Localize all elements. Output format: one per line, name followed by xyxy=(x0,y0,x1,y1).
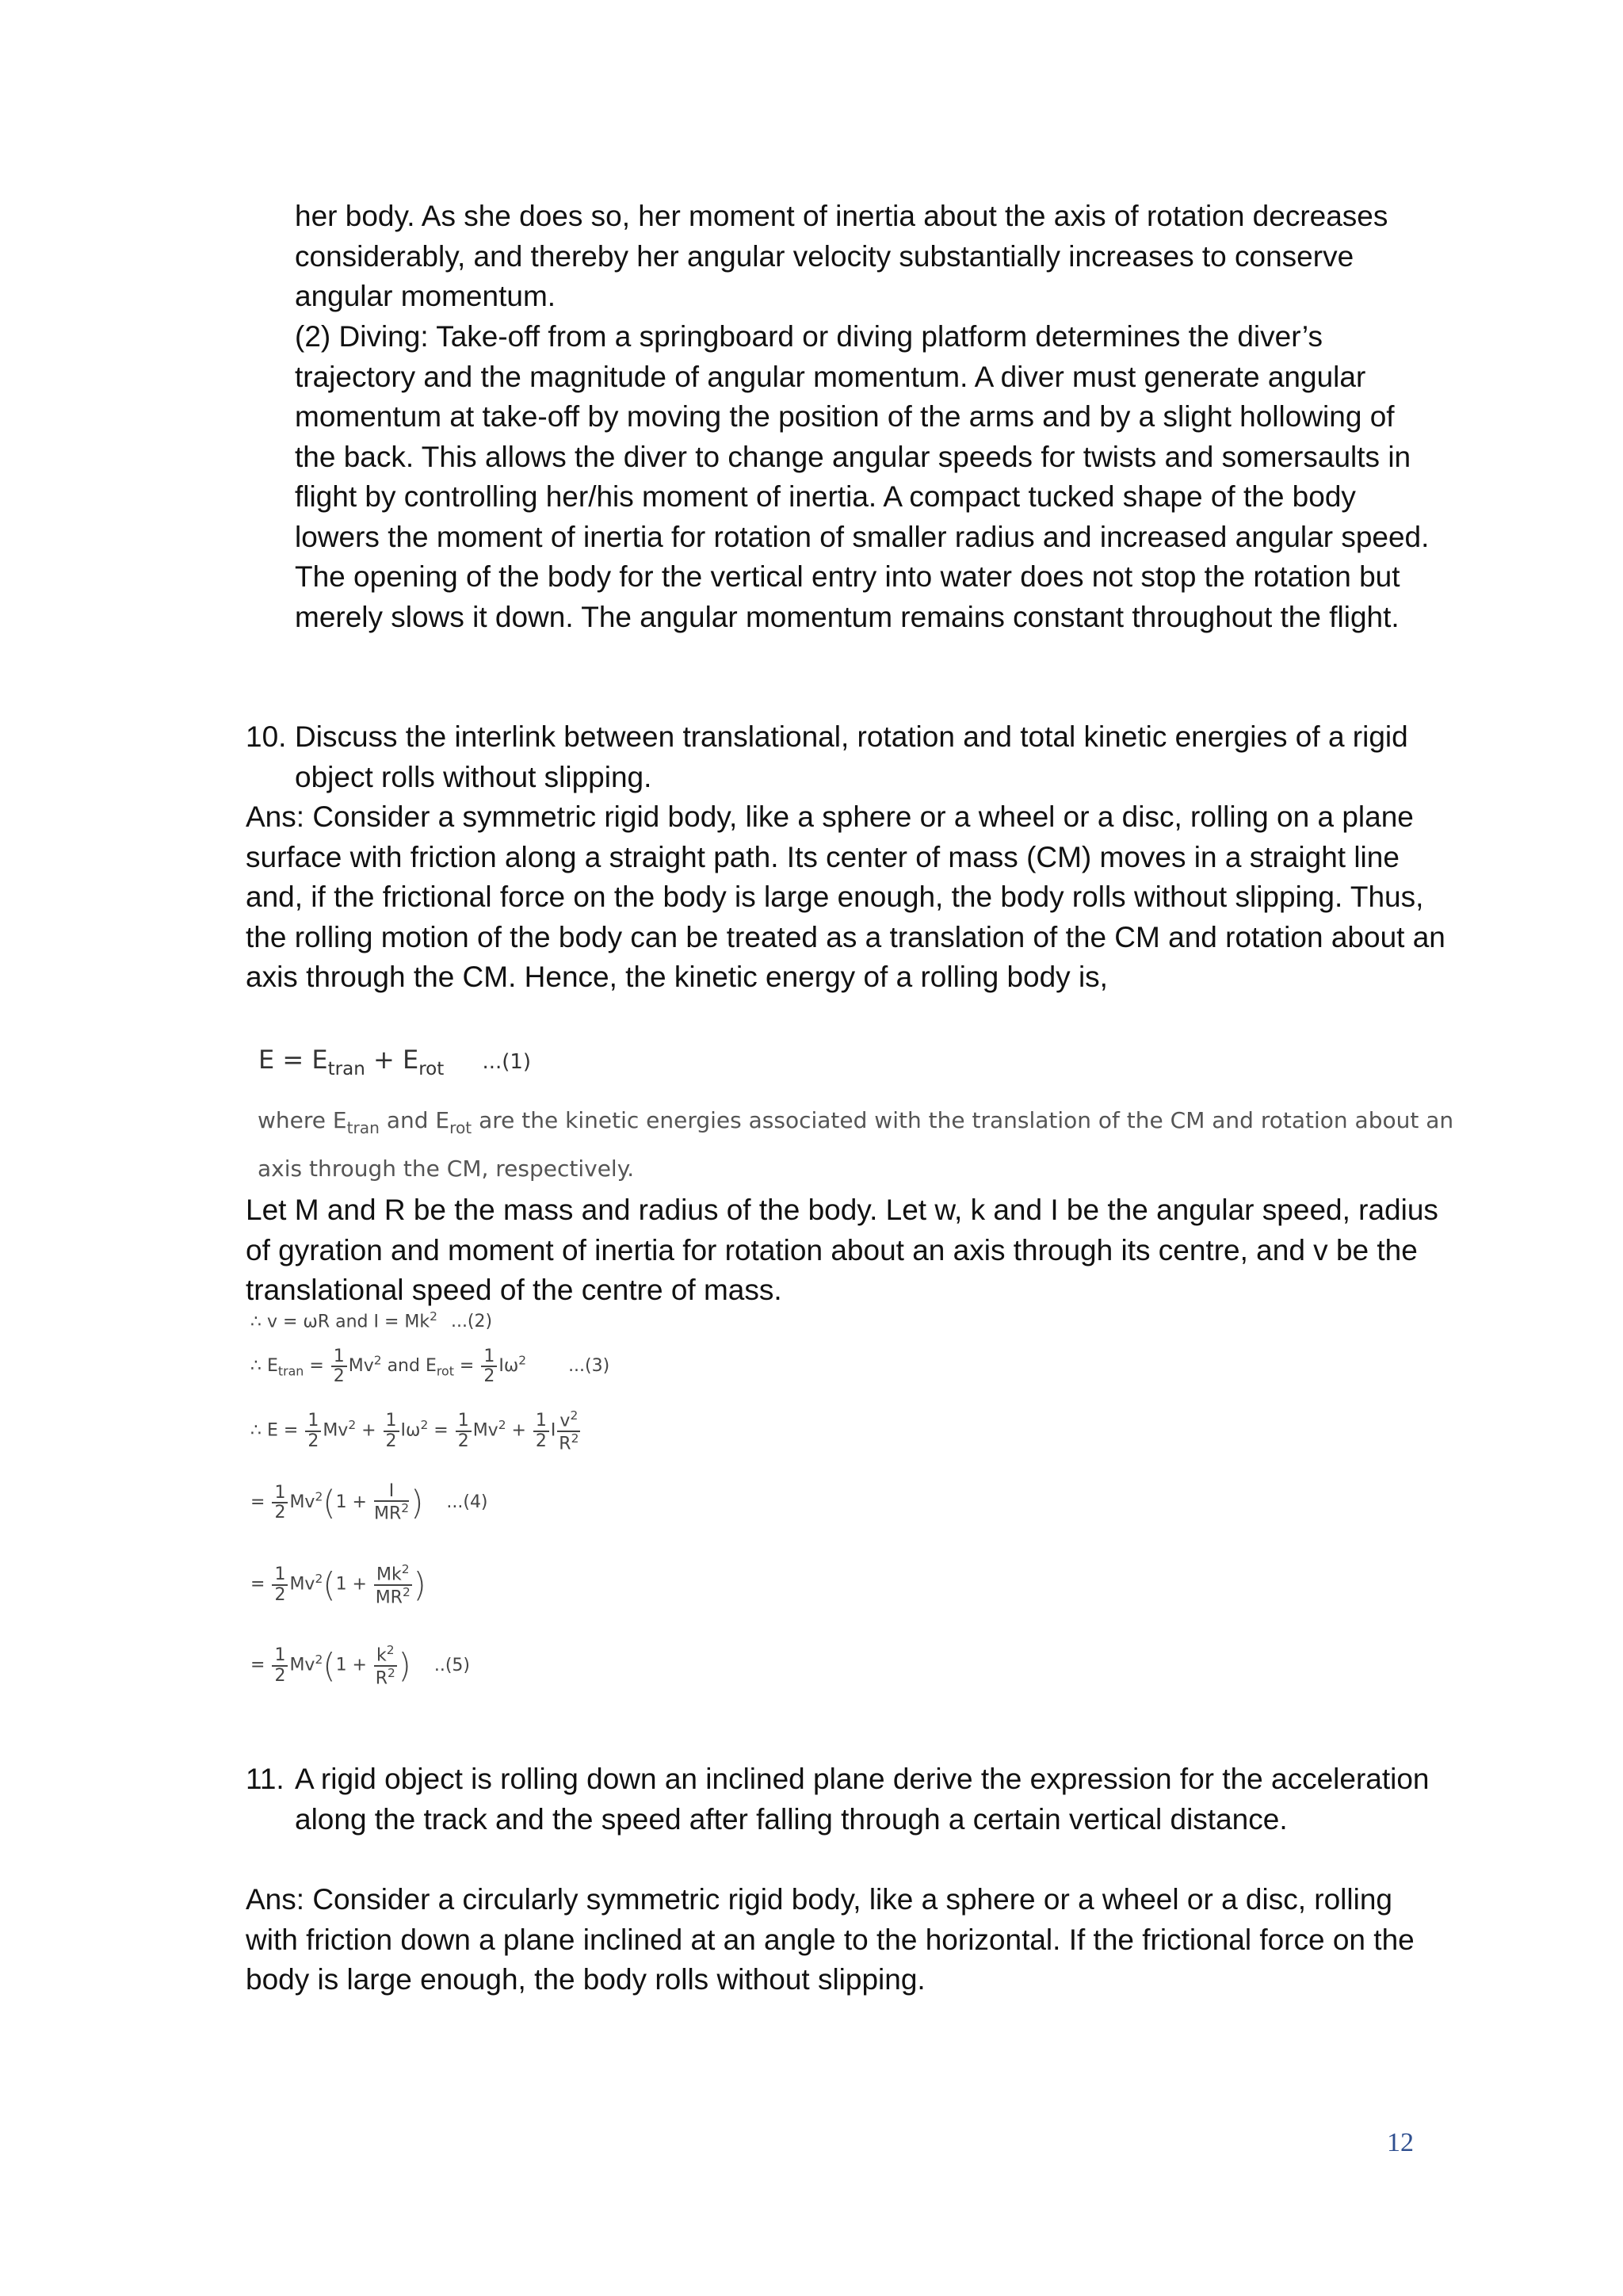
equation-total-energy: ∴ E = $\frac{1}{2}$ $Mv^2$ + $\frac{1}{2}$ $I\omega^2$ = $\frac{1}{2}$ $Mv^2$ + $\frac{1}{2}$ I $\frac{v^2}{R^2}$ xyxy=(250,1408,579,1454)
energy-terms-caption: where $E_{tran}$ and $E_{rot}$ are the kinetic energies associated with the translation of the CM and rotation about an axis through the CM, respectively. xyxy=(258,1107,1454,1182)
equation-1: $E = E_{tran} + E_{rot}$ ...(1) xyxy=(258,1045,532,1080)
equation-2: ∴ v = ωR and $I = Mk^2$ ...(2) xyxy=(250,1309,493,1332)
equation-4b: = $\frac{1}{2}$ $Mv^2(1$ + $\frac{Mk^2}{MR^2}$ ) xyxy=(250,1562,426,1608)
equation-5-label: ..(5) xyxy=(433,1655,470,1675)
equation-3: ∴ $E_{tran}$ = $\frac{1}{2}$ Mv$^2$ and $E_{rot}$ = $\frac{1}{2}$ $I\omega^2$ ...(3) xyxy=(250,1347,610,1387)
question-10-answer: Ans: Consider a symmetric rigid body, like a sphere or a wheel or a disc, rolling on a plane surface with friction along a straight path. Its center of mass (CM) moves in a straight line and, if the frictional force on the body is large enough, the body rolls without slipping. Thus, the rolling motion of the body can be treated as a translation of the CM and rotation about an axis through the CM. Hence, the kinetic energy of a rolling body is, xyxy=(246,800,1445,993)
continuation-paragraph-skater: her body. As she does so, her moment of inertia about the axis of rotation decreases considerably, and thereby her angular velocity substantially increases to conserve angular momentum. xyxy=(295,200,1388,312)
equation-5: = $\frac{1}{2}$ $Mv^2(1$ + $\frac{k^2}{R^2}$ ) ..(5) xyxy=(250,1643,470,1689)
question-11-number: 11. xyxy=(246,1763,285,1795)
page-number: 12 xyxy=(1387,2128,1414,2157)
equation-1-label: ...(1) xyxy=(482,1050,532,1074)
equation-2-label: ...(2) xyxy=(450,1312,493,1332)
question-10-number: 10. xyxy=(246,720,287,753)
question-11-text: A rigid object is rolling down an inclined plane derive the expression for the acceleration along the track and the speed after falling through a certain vertical distance. xyxy=(295,1763,1430,1836)
equation-4: = $\frac{1}{2}$ $Mv^2(1$ + $\frac{I}{MR^2}$ ) ...(4) xyxy=(250,1481,488,1524)
definitions-paragraph: Let M and R be the mass and radius of the body. Let w, k and I be the angular speed, radius of gyration and moment of inertia for rotation about an axis through its centre, and v be the translational speed of the centre of mass. xyxy=(246,1194,1438,1306)
question-10-text: Discuss the interlink between translational, rotation and total kinetic energies of a rigid object rolls without slipping. xyxy=(295,720,1408,793)
continuation-paragraph-diving: (2) Diving: Take-off from a springboard or diving platform determines the diver’s trajectory and the magnitude of angular momentum. A diver must generate angular momentum at take-off by moving the position of the arms and by a slight hollowing of the back. This allows the diver to change angular speeds for twists and somersaults in flight by controlling her/his moment of inertia. A compact tucked shape of the body lowers the moment of inertia for rotation of smaller radius and increased angular speed. The opening of the body for the vertical entry into water does not stop the rotation but merely slows it down. The angular momentum remains constant throughout the flight. xyxy=(295,320,1430,633)
equation-4-label: ...(4) xyxy=(446,1492,488,1512)
question-11-answer: Ans: Consider a circularly symmetric rigid body, like a sphere or a wheel or a disc, rolling with friction down a plane inclined at an angle to the horizontal. If the frictional force on the body is large enough, the body rolls without slipping. xyxy=(246,1883,1415,1996)
equation-3-label: ...(3) xyxy=(568,1356,610,1377)
